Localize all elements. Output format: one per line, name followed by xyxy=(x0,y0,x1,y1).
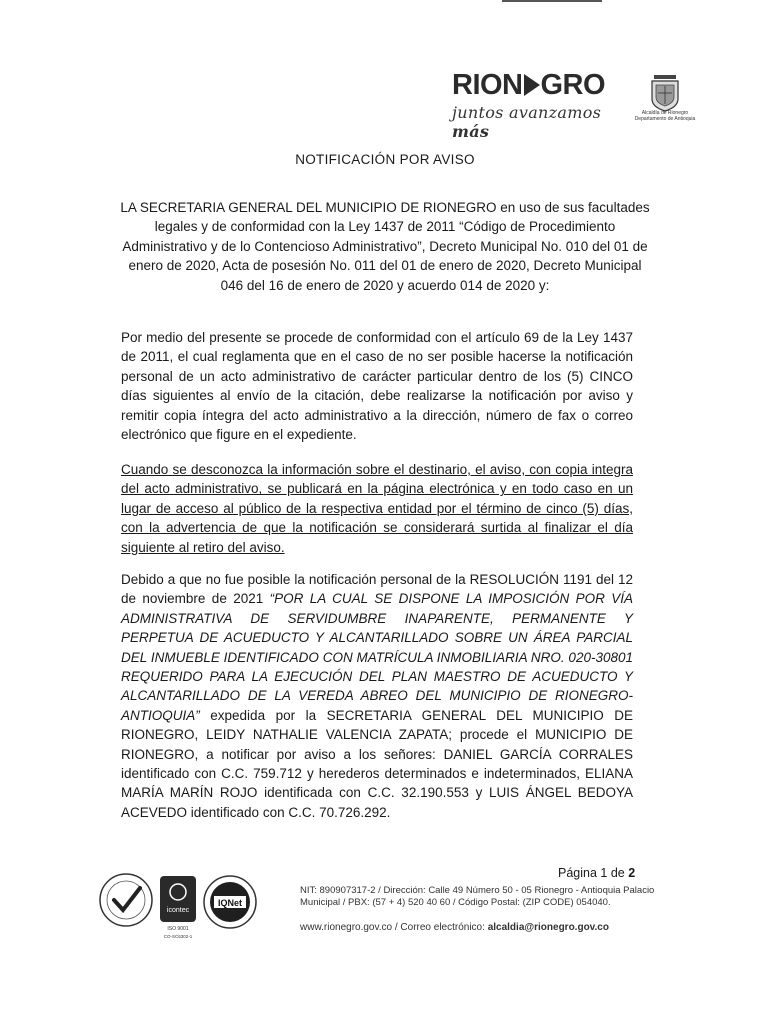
certification-seal-icon xyxy=(100,874,152,926)
brand-wordmark xyxy=(452,70,632,100)
scan-top-mark xyxy=(502,0,602,2)
intro-paragraph: LA SECRETARIA GENERAL DEL MUNICIPIO DE RIONEGRO en uso de sus facultades legales y de conformidad con la Ley 1437 de 2011 “Código de Procedimiento Administrativo y de lo Contencioso Administrativo”, Decreto Municipal No. 010 del 01 de enero de 2020, Acta de posesión No. 011 del 01 de enero de 2020, Decreto Municipal 046 del 16 de enero de 2020 y acuerdo 014 de 2020 y: xyxy=(120,200,650,293)
svg-text:IQNet: IQNet xyxy=(217,898,243,908)
footer-web-prefix[interactable]: www.rionegro.gov.co / Correo electrónico: xyxy=(300,922,488,933)
footer-email-link[interactable]: alcaldia@rionegro.gov.co xyxy=(487,922,609,933)
play-arrow-icon xyxy=(524,74,540,96)
footer-contact xyxy=(300,922,660,933)
footer-address-line2: Municipal / PBX: (57 + 4) 520 40 60 / Código Postal: (ZIP CODE) 054040. xyxy=(300,896,611,908)
municipal-crest-icon xyxy=(648,75,682,135)
resolution-title: “POR LA CUAL SE DISPONE LA IMPOSICIÓN POR VÍA ADMINISTRATIVA DE SERVIDUMBRE INAPARENTE, PERMANENTE Y PERPETUA DE ACUEDUCTO Y ALCANTARILLADO SOBRE UN ÁREA PARCIAL DEL INMUEBLE IDENTIFICADO CON MATRÍCULA INMOBILIARIA NRO. 020-30801 REQUERIDO PARA LA EJECUCIÓN DEL PLAN MAESTRO DE ACUEDUCTO Y ALCANTARILLADO DE LA VEREDA ABREO DEL MUNICIPIO DE RIONEGRO-ANTIOQUIA” xyxy=(121,591,633,723)
slogan-text: juntos avanzamos xyxy=(452,103,602,122)
paragraph3-end: expedida por la SECRETARIA GENERAL DEL MUNICIPIO DE RIONEGRO, LEIDY NATHALIE VALENCIA ZAPATA; procede el MUNICIPIO DE RIONEGRO, a notificar por aviso a los señores: DANIEL GARCÍA CORRALES identificado con C.C. 759.712 y herederos determinados e indeterminados, ELIANA MARÍA MARÍN ROJO identificada con C.C. 32.190.553 y LUIS ÁNGEL BEDOYA ACEVEDO identificado con C.C. 70.726.292. xyxy=(121,707,633,820)
body-paragraph-1: Por medio del presente se procede de conformidad con el artículo 69 de la Ley 1437 de 2011, el cual reglamenta que en el caso de no ser posible hacerse la notificación personal de un acto administrativo de carácter particular dentro de los (5) CINCO días siguientes al envío de la citación, debe realizarse la notificación por aviso y remitir copia íntegra del acto administrativo a la dirección, número de fax o correo electrónico que figure en el expediente. xyxy=(121,330,633,443)
page-label: Página 1 de xyxy=(558,866,629,880)
slogan-emphasis: más xyxy=(452,122,490,141)
svg-text:CO-SC6302-1: CO-SC6302-1 xyxy=(163,934,193,939)
footer-address-line1: NIT: 890907317-2 / Dirección: Calle 49 Número 50 - 05 Rionegro - Antioquia Palacio xyxy=(300,885,655,896)
body-paragraph-2-underlined: Cuando se desconozca la información sobre el destinario, el aviso, con copia integra del acto administrativo, se publicará en la página electrónica y en todo caso en un lugar de acceso al público de la respectiva entidad por el término de cinco (5) días, con la advertencia de que la notificación se considerará surtida al finalizar el día siguiente al retiro del aviso. xyxy=(121,462,633,555)
rionegro-logo xyxy=(452,69,632,141)
iqnet-logo-icon xyxy=(204,876,256,928)
crest-caption: Alcaldía de Rionegro Departamento de Antioquia xyxy=(634,110,696,122)
page-number xyxy=(558,866,635,880)
icontec-logo-icon xyxy=(160,876,196,939)
document-title: NOTIFICACIÓN POR AVISO xyxy=(295,152,475,167)
body-paragraph-3 xyxy=(121,570,633,822)
brand-wordmark-part1: RION xyxy=(452,69,523,101)
footer-address xyxy=(300,885,660,908)
brand-wordmark-part2: GRO xyxy=(540,69,606,101)
paragraph3-start: Debido a que no fue posible la notificación personal de la RESOLUCIÓN 1191 del 12 de noviembre de 2021 xyxy=(121,572,633,607)
svg-text:icontec: icontec xyxy=(166,907,190,914)
brand-slogan xyxy=(452,103,632,141)
certification-logos xyxy=(96,860,266,940)
svg-text:ISO 9001: ISO 9001 xyxy=(167,926,189,932)
page-total: 2 xyxy=(628,866,636,880)
